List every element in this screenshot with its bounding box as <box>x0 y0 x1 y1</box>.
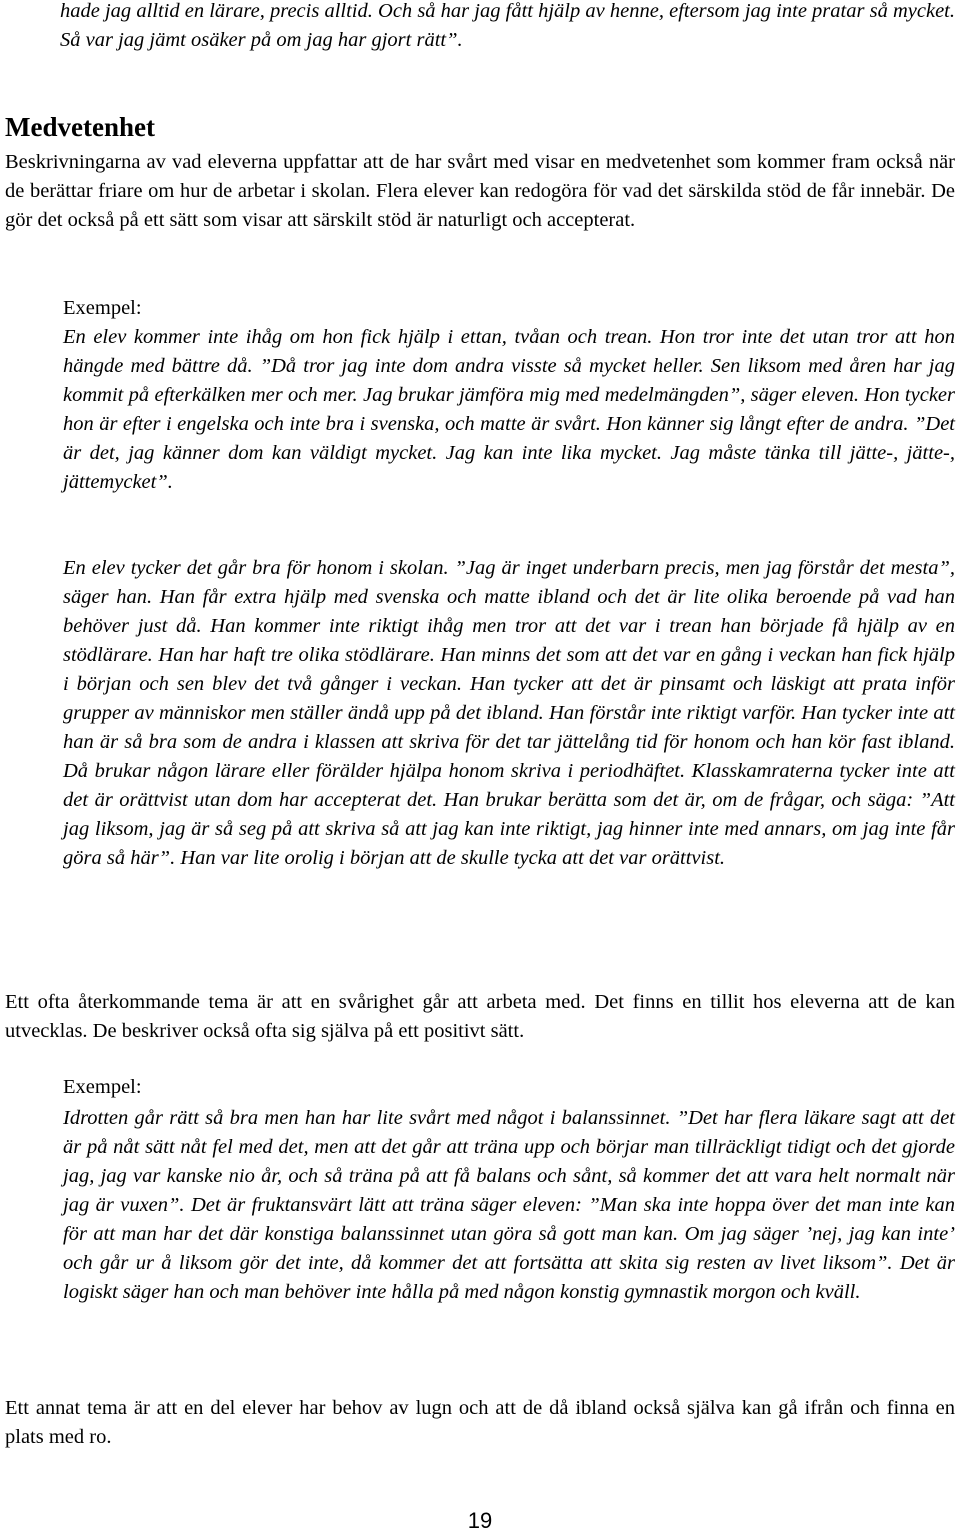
theme-paragraph-2: Ett annat tema är att en del elever har behov av lugn och att de då ibland också själva kan gå ifrån och finna en plats med ro. <box>5 1397 955 1448</box>
theme-paragraph-1: Ett ofta återkommande tema är att en svårighet går att arbeta med. Det finns en tillit hos eleverna att de kan utvecklas. De beskriver också ofta sig själva på ett positivt sätt. <box>5 991 955 1042</box>
example-label-2: Exempel: <box>63 1076 142 1098</box>
top-quote: hade jag alltid en lärare, precis alltid. Och så har jag fått hjälp av henne, eftersom jag inte pratar så mycket. Så var jag jämt osäker på om jag har gjort rätt”. <box>60 0 955 51</box>
section-heading: Medvetenhet <box>5 112 155 142</box>
example-1-text: En elev kommer inte ihåg om hon fick hjälp i ettan, tvåan och trean. Hon tror inte det utan tror att hon hängde med bättre då. ”Då tror jag inte dom andra visste så mycket heller. Sen liksom med åren har jag kommit på efterkälken mer och mer. Jag brukar jämföra mig med medelmängden”, säger eleven. Hon tycker hon är efter i engelska och inte bra i svenska, och matte är svårt. Hon känner sig långt efter de andra. ”Det är det, jag känner dom kan väldigt mycket. Jag kan inte lika mycket. Jag måste tänka till jätte-, jätte-, jättemycket”. <box>63 326 955 493</box>
intro-paragraph: Beskrivningarna av vad eleverna uppfattar att de har svårt med visar en medvetenhet som kommer fram också när de berättar friare om hur de arbetar i skolan. Flera elever kan redogöra för vad det särskilda stöd de får innebär. De gör det också på ett sätt som visar att särskilt stöd är naturligt och accepterat. <box>5 151 955 231</box>
page-number: 19 <box>467 1508 493 1533</box>
example-2-text: En elev tycker det går bra för honom i skolan. ”Jag är inget underbarn precis, men jag förstår det mesta”, säger han. Han får extra hjälp med svenska och matte ibland och det är lite olika beroende på vad han behöver just då. Han kommer inte riktigt ihåg men tror att det var i trean han började få hjälp av en stödlärare. Han har haft tre olika stödlärare. Han minns det som att det var en gång i veckan han fick hjälp i början och sen blev det två gånger i veckan. Han tycker att det är pinsamt och läskigt att prata inför grupper av människor men ställer ändå upp på det ibland. Han förstår inte riktigt varför. Han tycker inte att han är så bra som de andra i klassen att skriva för det tar jättelång tid för honom och han kör fast ibland. Då brukar någon lärare eller förälder hjälpa honom skriva i periodhäftet. Klasskamraterna tycker inte att det är orättvist utan dom har accepterat det. Han brukar berätta som det är, om de frågar, och säga: ”Att jag liksom, jag är så seg på att skriva så att jag kan inte riktigt, jag hinner inte med annars, om jag inte får göra så här”. Han var lite orolig i början att de skulle tycka att det var orättvist. <box>63 557 955 869</box>
example-label: Exempel: <box>63 297 142 319</box>
example-3-text: Idrotten går rätt så bra men han har lite svårt med något i balanssinnet. ”Det har flera läkare sagt att det är på nåt sätt nåt fel med det, men att det går att träna upp och börjar man tillräckligt tidigt och det gjorde jag, jag var kanske nio år, och så träna på att få balans och sånt, så kommer det att vara helt normalt när jag är vuxen”. Det är fruktansvärt lätt att träna säger eleven: ”Man ska inte hoppa över det man inte kan för att man har det där konstiga balanssinnet utan göra så gott man kan. Om jag säger ’nej, jag kan inte’ och går ur å liksom gör det inte, då kommer det att fortsätta att skita sig resten av livet liksom”. Det är logiskt säger han och man behöver inte hålla på med någon konstig gymnastik morgon och kväll. <box>63 1107 955 1303</box>
